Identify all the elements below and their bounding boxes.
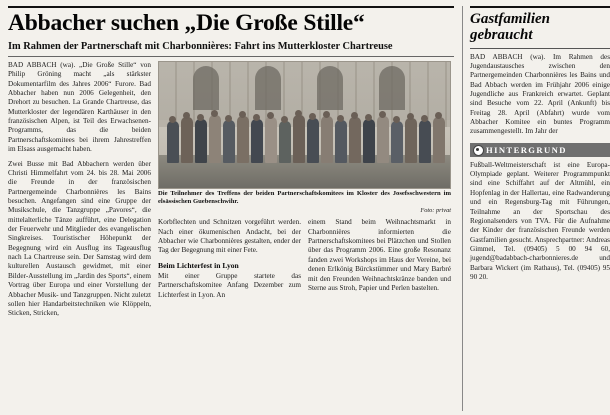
photo-and-text-block [158,61,451,324]
section-subhead: Beim Lichterfest in Lyon [158,260,239,270]
paragraph: Korbflechten und Schnitzen vorgeführt werden. Nach einer ökumenischen Andacht, bei der Abbacher wie Charbonnières gestalten, ender der Tag der Begegnung mit einer Fete. [158,218,301,255]
sidebar-paragraph: BAD ABBACH (wa). Im Rahmen des Jugendaustausches zwischen den Partnergemeinden Charbonnières les Bains und Bad Abbach werden im Frühjahr 2006 einige Jugendliche aus Frankreich erwartet. Geplant sind Besuche vom 22. April (Ankunft) bis Freitag 28. April (Abfahrt) wurde vom Abbacher Komitee ein buntes Programm zusammengestellt. Im Jahr der [470,52,610,136]
section-label: HINTERGRUND [486,144,567,155]
paragraph: Mit einer Gruppe startete das Partnerschaftskomitee Anfang Dezember zum Lichterfest in Lyon. An [158,271,301,299]
sidebar-title: Gastfamilien gebraucht [470,11,551,43]
text-column-2 [158,218,301,305]
article-body [8,61,454,324]
article-photo-block [158,61,451,214]
page-title: Abbacher suchen „Die Große Stille“ [8,10,365,36]
lower-text-columns [158,218,451,305]
photo-credit: Foto: privat [420,207,451,215]
sidebar-divider [470,48,610,49]
photo-crowd [159,97,450,163]
paragraph: einem Stand beim Weihnachtsmarkt in Charbonnières informierten die Partnerschaftskomitees bei Plätzchen und Stollen über das Programm 2006. Eine große Resonanz fanden zwei Workshops im Haus der Vereine, bei denen Erlkönig Bürckstümmer und Mary Barbré mit den Freunden Weihnachtskränze banden und Sterne aus Stroh, Papier und Perlen bastelten. [308,218,451,292]
paragraph: BAD ABBACH (wa). „Die Große Stille“ von Philip Gröning macht „als stärkster Dokumentarfilm des Jahres 2006“ Furore. Bad Abbacher haben nun 2006 Gelegenheit, den Drehort zu besuchen. La Grande Chartreuse, das Mutterkloster der legendären Karthäuser in den französischen Alpen, ist Teil des Erwachsenen-Programms, das die beiden Partnerschaftskomitees bei ihrem Jahrestreffen im Elsass ausgemacht haben. [8,60,151,154]
subhead-divider [8,56,454,57]
football-icon [473,145,484,156]
text-column-3 [308,218,451,305]
text-column-1 [8,61,151,324]
article-subhead: Im Rahmen der Partnerschaft mit Charbonnières: Fahrt ins Mutterkloster Chartreuse [8,40,393,52]
photo-caption: Die Teilnehmer des Treffens der beiden Partnerschaftskomitees im Kloster des Josefsschwestern im elsässischen Guebenschwihr. [158,189,451,206]
sidebar-top-rule [470,6,610,8]
status-badge [470,143,610,157]
main-article-column [8,6,454,411]
paragraph: Zwei Busse mit Bad Abbachern werden über Christi Himmelfahrt vom 24. bis 28. Mai 2006 die Freunde in der französischen Partnergemeinde Charbonnières les Bains besuchen. Angefangen sind eine Gruppe der Musikschule, die Tanzgruppe „Pavores“, die mittelalterliche Tänze aufführt, eine Delegation der Feuerwehr und Mitglieder des evangelischen Singkreises. Touristischer Höhepunkt der Begegnung wird ein Ausflug ins Tageausflug nach La Chartreuse sein. Der Samstag wird dem kulturellen Austausch gewidmet, mit einer Bilder-Ausstellung im „Jardin des Sports“, einem Vortrag über Europa und einer Vorstellung der Abbacher Musik- und Tanzgruppen. Nicht zuletzt sollen hier Handarbeitstechniken wie Klöppeln, Sticken, Stricken, [8,159,151,318]
sidebar-paragraph: Fußball-Weltmeisterschaft ist eine Europa-Olympiade geplant. Weiterer Programmpunkt sind eine Schiffahrt auf der Altmühl, ein Hopfenlag in der Hallertau, eine Radwanderung und ein Regensburg-Tag mit Führungen, Teilnahme an der Sportschau des Regionalsenders von TVA. Für die Aufnahme der Kinder der französischen Freunde werden Gastfamilien gesucht. Ansprechpartner: Andreas Gimmel, Tel. (09405) 5 00 94 60, jugend@badabbach-charbonnieres.de und Barbara Wickert (im Rathaus), Tel. (09405) 95 90 20. [470,160,610,282]
top-rule [8,6,454,8]
sidebar-column [462,6,610,411]
group-photo [158,61,451,189]
